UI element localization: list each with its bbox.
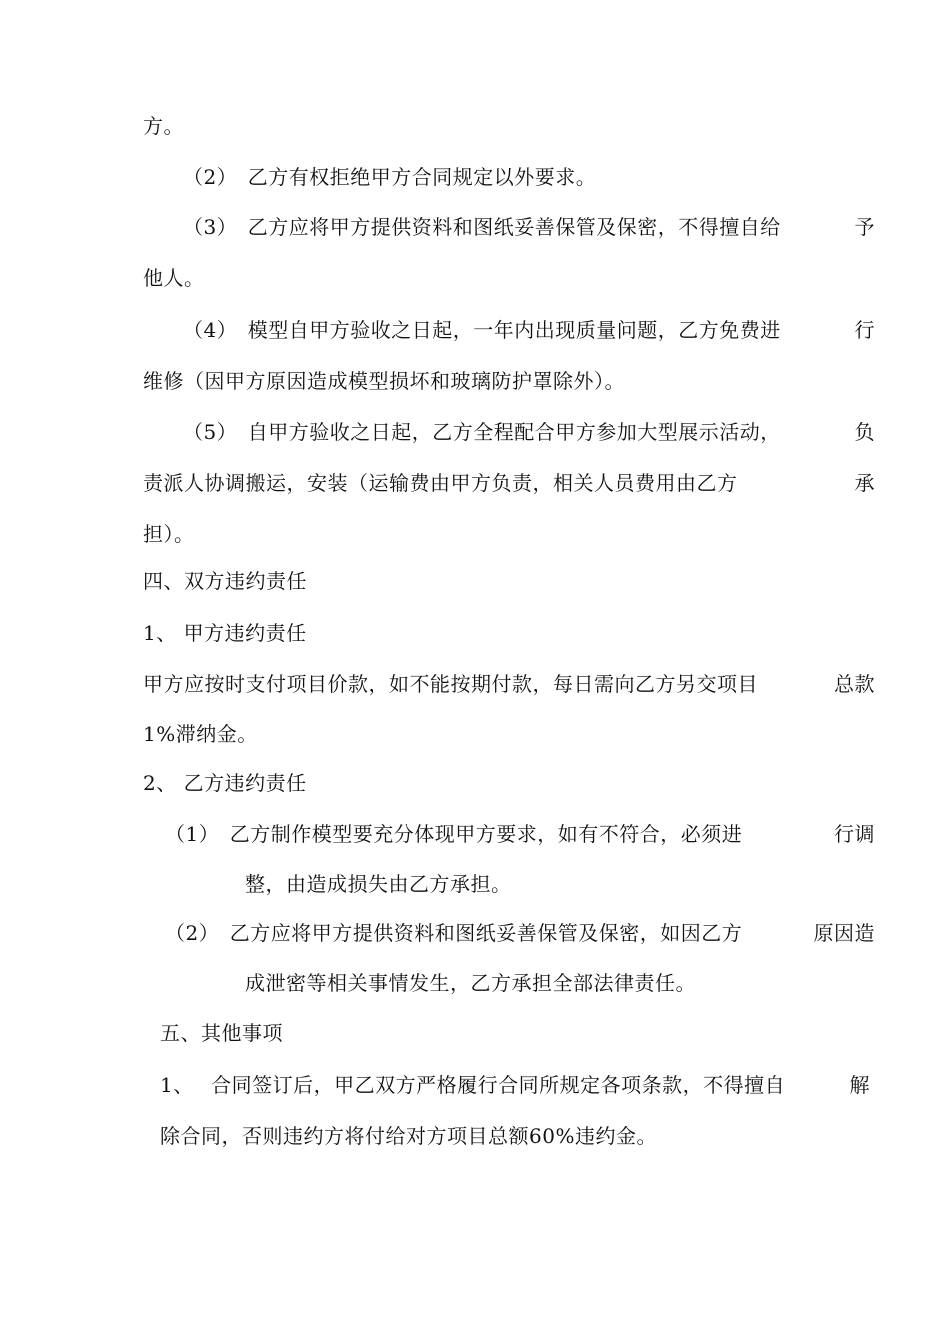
text-line: 整，由造成损失由乙方承担。: [245, 872, 512, 896]
text-line: 除合同，否则违约方将付给对方项目总额60%违约金。: [160, 1124, 657, 1148]
text-line: [183, 418, 875, 446]
text-span: （2） 乙方应将甲方提供资料和图纸妥善保管及保密，如因乙方: [165, 921, 743, 945]
subsection-heading: 1、 甲方违约责任: [143, 621, 307, 645]
text-line: 维修（因甲方原因造成模型损坏和玻璃防护罩除外）。: [143, 369, 625, 393]
text-line: [160, 1071, 870, 1099]
text-line: 方。: [143, 114, 184, 138]
text-line: 1%滞纳金。: [143, 722, 258, 746]
text-span: （4） 模型自甲方验收之日起，一年内出现质量问题，乙方免费进: [183, 318, 781, 342]
text-line: [143, 469, 875, 497]
text-span: （3） 乙方应将甲方提供资料和图纸妥善保管及保密，不得擅自给: [183, 215, 781, 239]
text-line: [183, 213, 875, 241]
text-line: 成泄密等相关事情发生，乙方承担全部法律责任。: [245, 971, 696, 995]
section-heading: 四、双方违约责任: [143, 569, 307, 593]
text-span: 行调: [834, 822, 875, 846]
text-span: 1、 合同签订后，甲乙双方严格履行合同所规定各项条款，不得擅自: [160, 1073, 786, 1097]
text-span: 总款: [834, 672, 875, 696]
subsection-heading: 2、 乙方违约责任: [143, 771, 307, 795]
text-span: 行: [854, 318, 875, 342]
text-span: （1） 乙方制作模型要充分体现甲方要求，如有不符合，必须进: [165, 822, 743, 846]
text-span: （5） 自甲方验收之日起，乙方全程配合甲方参加大型展示活动，: [183, 420, 781, 444]
text-line: 担）。: [143, 522, 195, 546]
text-line: （2） 乙方有权拒绝甲方合同规定以外要求。: [183, 165, 597, 189]
text-line: [165, 820, 875, 848]
text-line: [143, 670, 875, 698]
text-line: [165, 919, 875, 947]
text-span: 解: [849, 1073, 870, 1097]
text-span: 承: [854, 471, 875, 495]
text-span: 原因造: [813, 921, 875, 945]
text-line: [183, 316, 875, 344]
section-heading: 五、其他事项: [160, 1021, 283, 1045]
text-span: 责派人协调搬运，安装（运输费由甲方负责，相关人员费用由乙方: [143, 471, 738, 495]
text-span: 负: [854, 420, 875, 444]
text-span: 甲方应按时支付项目价款，如不能按期付款，每日需向乙方另交项目: [143, 672, 758, 696]
text-span: 予: [854, 215, 875, 239]
text-line: 他人。: [143, 266, 205, 290]
